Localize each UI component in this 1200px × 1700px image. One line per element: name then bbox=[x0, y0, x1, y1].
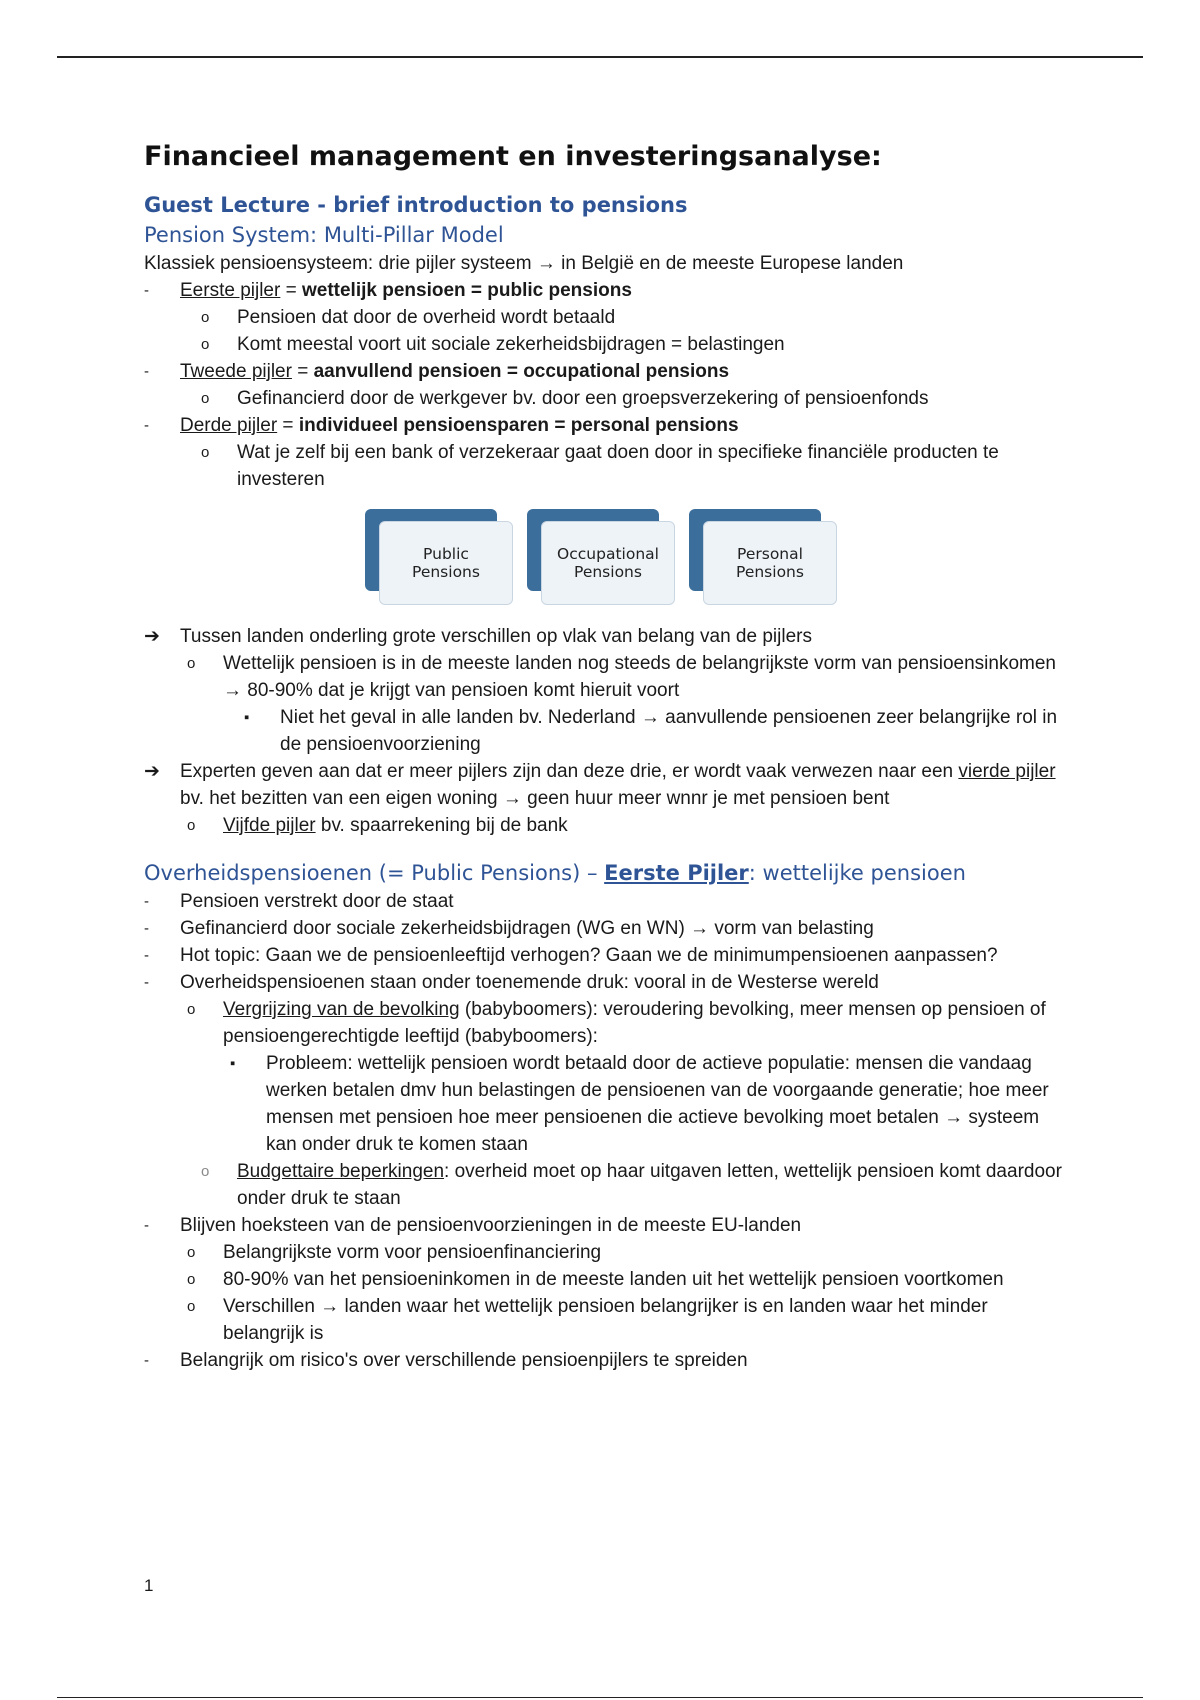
subheading-multi-pillar: Pension System: Multi-Pillar Model bbox=[144, 223, 504, 247]
sub-item: o Budgettaire beperkingen: overheid moet op haar uitgaven letten, wettelijk pensioen komt daardoor onder druk te staan bbox=[144, 1158, 1064, 1212]
circle-bullet: o bbox=[201, 444, 210, 461]
list-item-pillar-1: - Eerste pijler = wettelijk pensioen = public pensions bbox=[144, 277, 1064, 304]
diagram-box-personal: Personal Pensions bbox=[689, 509, 837, 603]
section-heading-guest-lecture: Guest Lecture - brief introduction to pensions bbox=[144, 193, 688, 217]
footer-rule bbox=[57, 1697, 1143, 1698]
sub-item: o Komt meestal voort uit sociale zekerheidsbijdragen = belastingen bbox=[144, 331, 1064, 358]
header-rule bbox=[57, 56, 1143, 58]
square-bullet: ▪ bbox=[230, 1055, 236, 1072]
circle-bullet: o bbox=[187, 1244, 196, 1261]
sub-item: o Vergrijzing van de bevolking (babyboomers): veroudering bevolking, meer mensen op pensioen of pensioengerechtigde leeftijd (babyboomers): bbox=[144, 996, 1064, 1050]
sub-item: o 80-90% van het pensioeninkomen in de meeste landen uit het wettelijk pensioen voortkomen bbox=[144, 1266, 1064, 1293]
dash-bullet: - bbox=[144, 1217, 149, 1234]
page-number: 1 bbox=[144, 1576, 154, 1595]
pillar-diagram bbox=[144, 499, 1064, 619]
subsub-item: ▪ Probleem: wettelijk pensioen wordt betaald door de actieve populatie: mensen die vandaag werken betalen dmv hun belastingen de pensioenen van de voorgaande generatie; hoe meer mensen met pensioen hoe meer pensioenen die actieve bevolking moet betalen → systeem kan onder druk te komen staan bbox=[144, 1050, 1064, 1158]
circle-bullet: o bbox=[187, 1001, 196, 1018]
section-heading-public-pensions: Overheidspensioenen (= Public Pensions) – Eerste Pijler: wettelijke pensioen bbox=[144, 861, 966, 885]
arrow-icon: → bbox=[536, 253, 556, 274]
circle-bullet: o bbox=[187, 1298, 196, 1315]
arrow-item: ➔ Experten geven aan dat er meer pijlers zijn dan deze drie, er wordt vaak verwezen naar een vierde pijler bv. het bezitten van een eigen woning → geen huur meer wnnr je met pensioen bent bbox=[144, 758, 1064, 812]
dash-bullet: - bbox=[144, 417, 149, 434]
dash-bullet: - bbox=[144, 282, 149, 299]
circle-bullet: o bbox=[201, 336, 210, 353]
diagram-box-public: Public Pensions bbox=[365, 509, 513, 603]
circle-bullet: o bbox=[187, 655, 196, 672]
diagram-box-occupational: Occupational Pensions bbox=[527, 509, 675, 603]
circle-bullet: o bbox=[201, 309, 210, 326]
circle-bullet: o bbox=[187, 817, 196, 834]
sub-item: o Pensioen dat door de overheid wordt betaald bbox=[144, 304, 1064, 331]
dash-bullet: - bbox=[144, 893, 149, 910]
eerste-pijler-link[interactable]: Eerste Pijler bbox=[604, 861, 749, 885]
circle-bullet: o bbox=[201, 1163, 210, 1180]
arrow-icon: ➔ bbox=[144, 626, 160, 647]
list-item: - Gefinancierd door sociale zekerheidsbijdragen (WG en WN) → vorm van belasting bbox=[144, 915, 1064, 942]
arrow-item: ➔ Tussen landen onderling grote verschillen op vlak van belang van de pijlers bbox=[144, 623, 1064, 650]
arrow-icon: ➔ bbox=[144, 761, 160, 782]
circle-bullet: o bbox=[187, 1271, 196, 1288]
sub-item: o Vijfde pijler bv. spaarrekening bij de bank bbox=[144, 812, 1064, 839]
document-title: Financieel management en investeringsanalyse: bbox=[144, 141, 882, 172]
list-item: - Pensioen verstrekt door de staat bbox=[144, 888, 1064, 915]
list-item: - Hot topic: Gaan we de pensioenleeftijd verhogen? Gaan we de minimumpensioenen aanpassen? bbox=[144, 942, 1064, 969]
sub-item: o Belangrijkste vorm voor pensioenfinanciering bbox=[144, 1239, 1064, 1266]
list-item-pillar-3: - Derde pijler = individueel pensioensparen = personal pensions bbox=[144, 412, 1064, 439]
dash-bullet: - bbox=[144, 363, 149, 380]
page-content bbox=[144, 135, 1064, 1374]
sub-item: o Gefinancierd door de werkgever bv. door een groepsverzekering of pensioenfonds bbox=[144, 385, 1064, 412]
dash-bullet: - bbox=[144, 920, 149, 937]
sub-item: o Verschillen → landen waar het wettelijk pensioen belangrijker is en landen waar het minder belangrijk is bbox=[144, 1293, 1064, 1347]
list-item: - Blijven hoeksteen van de pensioenvoorzieningen in de meeste EU-landen bbox=[144, 1212, 1064, 1239]
dash-bullet: - bbox=[144, 974, 149, 991]
dash-bullet: - bbox=[144, 947, 149, 964]
square-bullet: ▪ bbox=[244, 709, 250, 726]
intro-paragraph: Klassiek pensioensysteem: drie pijler systeem → in België en de meeste Europese landen bbox=[144, 253, 904, 274]
list-item-pillar-2: - Tweede pijler = aanvullend pensioen = occupational pensions bbox=[144, 358, 1064, 385]
circle-bullet: o bbox=[201, 390, 210, 407]
list-item: - Belangrijk om risico's over verschillende pensioenpijlers te spreiden bbox=[144, 1347, 1064, 1374]
sub-item: o Wettelijk pensioen is in de meeste landen nog steeds de belangrijkste vorm van pensioensinkomen → 80-90% dat je krijgt van pensioen komt hieruit voort bbox=[144, 650, 1064, 704]
list-item: - Overheidspensioenen staan onder toenemende druk: vooral in de Westerse wereld bbox=[144, 969, 1064, 996]
subsub-item: ▪ Niet het geval in alle landen bv. Nederland → aanvullende pensioenen zeer belangrijke rol in de pensioenvoorziening bbox=[144, 704, 1064, 758]
sub-item: o Wat je zelf bij een bank of verzekeraar gaat doen door in specifieke financiële producten te investeren bbox=[144, 439, 1064, 493]
dash-bullet: - bbox=[144, 1352, 149, 1369]
